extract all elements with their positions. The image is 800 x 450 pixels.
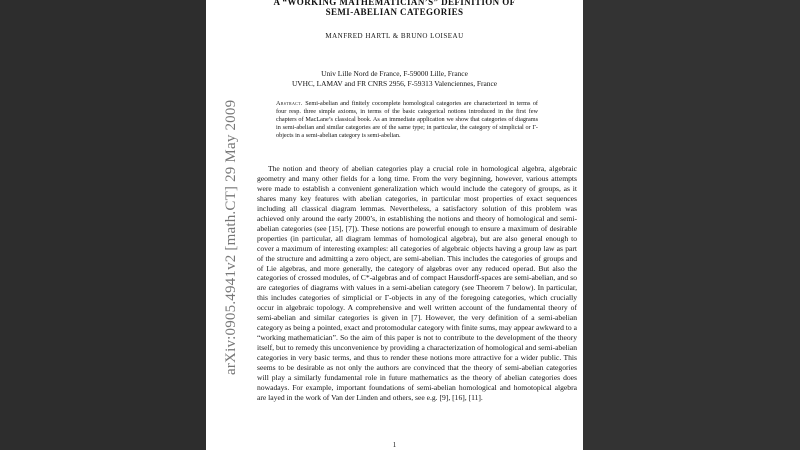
abstract-text: Semi-abelian and finitely cocomplete homological categories are characterized in terms of four resp. three simple axioms, in terms of the basic categorical notions introduced in the first few chapters of MacLane’s classical book. As an immediate application we show that categories of diagrams in semi-abelian and similar categories are of the same type; in particular, the category of simplicial or Γ-objects in a semi-abelian category is semi-abelian.: [276, 100, 538, 140]
page-number: 1: [392, 441, 397, 449]
paper-title-line-1: A “WORKING MATHEMATICIAN’S” DEFINITION OF: [273, 0, 516, 7]
body-paragraph: The notion and theory of abelian categories play a crucial role in homological algebra, algebraic geometry and many other fields for a long time. From the very beginning, however, various attempts were made to establish a convenient generalization which would include the category of groups, as it shares many key features with abelian categories, in particular most properties of exact sequences including all classical diagram lemmas. Nevertheless, a satisfactory solution of this problem was achieved only around the early 2000’s, in establishing the notions and theory of homological and semi-abelian categories (see [15], [7]). These notions are powerful enough to ensure a maximum of desirable properties (in particular, all diagram lemmas of homological algebra), but are also general enough to cover a maximum of interesting examples: all categories of algebraic objects having a group law as part of the structure and admitting a zero object, are semi-abelian. This includes the categories of groups and of Lie algebras, and more generally, the category of algebras over any reduced operad. But also the categories of crossed modules, of C*-algebras and of compact Hausdorff-spaces are semi-abelian, and so are categories of diagrams with values in a semi-abelian category (see Theorem 7 below). In particular, this includes categories of simplicial or Γ-objects in any of the foregoing categories, which crucially occur in algebraic topology. A comprehensive and well written account of the fundamental theory of semi-abelian and similar categories is given in [7]. However, the very definition of a semi-abelian category as being a pointed, exact and protomodular category with finite sums, may appear awkward to a “working mathematician”. So the aim of this paper is not to contribute to the development of the theory itself, but to remedy this unconvenience by providing a characterization of homological and semi-abelian categories in very basic terms, and thus to render these notions more attractive for a wider public. This seems to be desirable as not only the authors are convinced that the theory of semi-abelian categories will play a similarly fundamental role in future mathematics as the theory of abelian categories does nowadays. For example, important foundations of semi-abelian homological and homotopical algebra are layed in the work of Van der Linden and others, see e.g. [9], [16], [11].: [257, 164, 577, 402]
abstract-heading: Abstract.: [276, 100, 303, 107]
paper-page: [206, 0, 583, 450]
affiliation-line-2: UVHC, LAMAV and FR CNRS 2956, F-59313 Valenciennes, France: [291, 79, 498, 88]
arxiv-identifier-stamp: arXiv:0905.4941v2 [math.CT] 29 May 2009: [223, 99, 239, 375]
paper-title-line-2: SEMI-ABELIAN CATEGORIES: [325, 7, 464, 17]
abstract: [276, 100, 538, 140]
viewer-background-right: [583, 0, 800, 450]
paper-authors: MANFRED HARTL & BRUNO LOISEAU: [325, 32, 464, 40]
viewer-background-left: [0, 0, 206, 450]
affiliation-line-1: Univ Lille Nord de France, F-59000 Lille, France: [321, 69, 468, 78]
